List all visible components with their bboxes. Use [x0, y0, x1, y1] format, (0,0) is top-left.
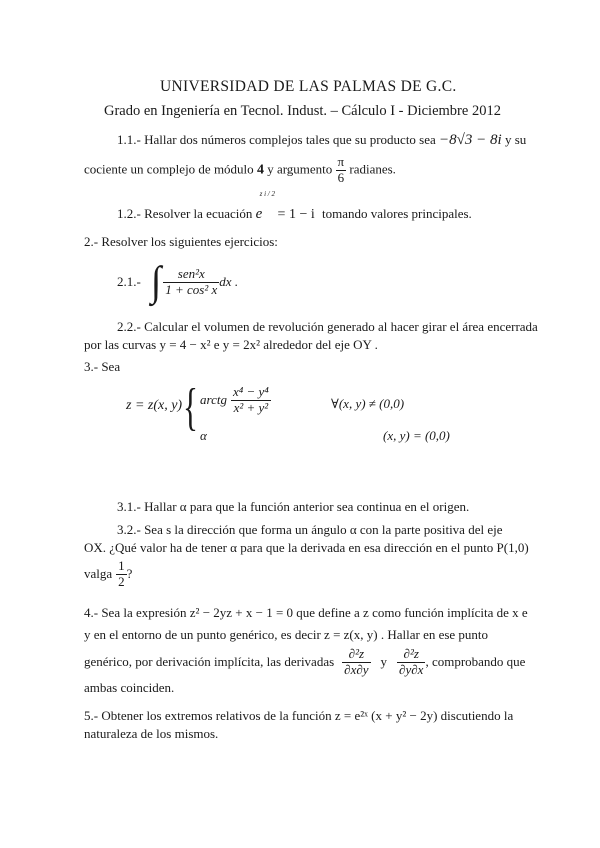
q3-2-valga: valga	[84, 566, 113, 582]
q3-lhs: z = z(x, y)	[126, 398, 183, 413]
q1-1-line1	[117, 132, 526, 149]
q3-case1-fn: arctg	[200, 392, 227, 408]
q1-1-line2	[84, 155, 396, 186]
q3-2-qmark: ?	[126, 566, 133, 582]
q3-case1-cond: ∀(x, y) ≠ (0,0)	[331, 396, 405, 411]
q2-intro: 2.- Resolver los siguientes ejercicios:	[84, 234, 278, 249]
q4-text-y: y	[380, 654, 388, 670]
q1-2-line	[117, 190, 472, 223]
q5-line1: 5.- Obtener los extremos relativos de la función z = e²ˣ (x + y² − 2y) discutiendo la	[84, 708, 514, 723]
q1-2-text-a: 1.2.- Resolver la ecuación	[117, 206, 253, 221]
q1-2-rhs: = 1 − i	[277, 207, 315, 222]
q1-2-base: e z i / 2	[255, 190, 275, 222]
q4-d1-num: ∂²z	[348, 646, 365, 661]
brace-icon: {	[182, 379, 198, 436]
q2-1-dx: dx .	[219, 274, 239, 289]
q3-1: 3.1.- Hallar α para que la función anterior sea continua en el origen.	[117, 499, 470, 514]
q3-2-fraction	[116, 559, 127, 590]
q1-1-modulus: 4	[256, 162, 264, 178]
q4-line4: ambas coinciden.	[84, 680, 175, 695]
q4-text-a: genérico, por derivación implícita, las derivadas	[84, 654, 335, 670]
integral-sign-icon: ∫	[150, 258, 162, 306]
q1-1-arg-num: π	[337, 154, 345, 169]
q1-1-text-d: y argumento	[267, 161, 333, 177]
q3-intro: 3.- Sea	[84, 359, 121, 374]
q2-1-integral	[117, 258, 239, 306]
q1-2-text-b: tomando valores principales.	[321, 206, 472, 221]
q4-line1: 4.- Sea la expresión z² − 2yz + x − 1 = 0 que define a z como función implícita de x e	[84, 605, 528, 620]
q2-1-fraction	[163, 267, 219, 298]
q4-text-c: , comprobando que	[425, 654, 526, 670]
q3-2-line1: 3.2.- Sea s la dirección que forma un ángulo α con la parte positiva del eje	[117, 522, 503, 537]
q1-1-arg-den: 6	[336, 170, 347, 186]
q4-d1-fraction	[342, 647, 370, 678]
q4-d2-fraction	[397, 647, 425, 678]
q3-2-line3	[84, 559, 132, 590]
q2-2-line1: 2.2.- Calcular el volumen de revolución generado al hacer girar el área encerrada	[117, 319, 538, 334]
q3-case1-num: x⁴ − y⁴	[232, 384, 269, 399]
q2-2-line2: por las curvas y = 4 − x² e y = 2x² alrededor del eje OY .	[84, 337, 378, 352]
q1-1-text-b: y su	[504, 132, 527, 147]
q2-1-den: 1 + cos² x	[165, 281, 218, 297]
q1-2-exponent: z i / 2	[259, 190, 275, 198]
q3-2-num: 1	[118, 558, 125, 573]
q3-2-line2: OX. ¿Qué valor ha de tener α para que la derivada en esa dirección en el punto P(1,0)	[84, 540, 529, 555]
q5-line2: naturaleza de los mismos.	[84, 726, 219, 741]
q1-1-argument-fraction	[336, 155, 347, 186]
q3-case1	[200, 385, 271, 416]
q1-1-product: −8√3 − 8i	[439, 132, 502, 148]
q3-case1-den: x² + y²	[231, 400, 271, 416]
q1-1-text-e: radianes.	[349, 161, 396, 177]
q3-case2-cond: (x, y) = (0,0)	[383, 428, 450, 443]
q4-d1-den: ∂x∂y	[344, 661, 369, 677]
q1-1-text-c: cociente un complejo de módulo	[84, 161, 254, 177]
q2-1-label: 2.1.-	[117, 274, 141, 289]
q3-case1-fraction	[231, 385, 271, 416]
q4-line2: y en el entorno de un punto genérico, es decir z = z(x, y) . Hallar en ese punto	[84, 627, 489, 642]
q4-d2-num: ∂²z	[403, 646, 419, 661]
q2-1-num: sen²x	[177, 265, 205, 281]
q3-case2-val: α	[200, 428, 207, 443]
course-title: Grado en Ingeniería en Tecnol. Indust. – Cálculo I - Diciembre 2012	[104, 103, 501, 119]
q3-2-den: 2	[118, 573, 125, 589]
q1-1-text-a: 1.1.- Hallar dos números complejos tales que su producto sea	[117, 132, 436, 147]
q4-d2-den: ∂y∂x	[399, 661, 424, 677]
q4-line3	[84, 647, 525, 678]
university-title: UNIVERSIDAD DE LAS PALMAS DE G.C.	[160, 78, 457, 95]
